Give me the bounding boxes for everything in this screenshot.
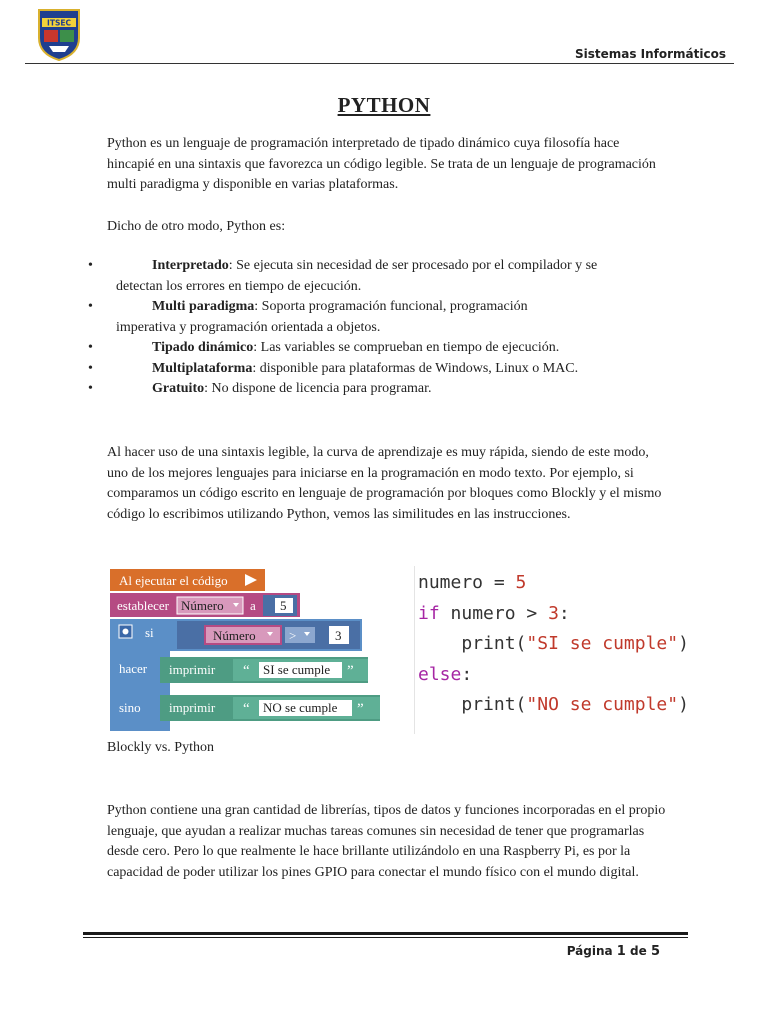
- code-text: print(: [461, 633, 527, 654]
- code-text: numero >: [439, 602, 549, 624]
- code-indent: [418, 633, 461, 654]
- bullet-desc: : No dispone de licencia para programar.: [204, 381, 432, 396]
- footer-rule: [83, 932, 688, 935]
- readability-paragraph: Al hacer uso de una sintaxis legible, la curva de aprendizaje es muy rápida, siendo de este modo, uno de los mejores lenguajes para iniciarse en la programación en modo texto. Por ejemplo, si comparamos un código escrito en lenguaje de programación por bloques como Blockly y el mismo código lo escribimos utilizando Python, vemos las similitudes en las instrucciones.: [107, 445, 662, 522]
- blockly-figure: [107, 565, 397, 733]
- to-label: a: [250, 598, 256, 613]
- compare-value: 3: [335, 628, 342, 643]
- compare-var: Número: [213, 628, 256, 643]
- bullet-cont: detectan los errores en tiempo de ejecución.: [116, 278, 362, 294]
- set-value: 5: [280, 598, 287, 613]
- bullet-term: Multiplataforma: [152, 360, 253, 376]
- code-line: [418, 690, 689, 721]
- python-code-figure: [418, 568, 689, 721]
- code-line: [418, 568, 689, 599]
- header-rule: [25, 63, 734, 64]
- list-item: [88, 256, 668, 297]
- code-line: [418, 599, 689, 630]
- bullet-term: Gratuito: [152, 381, 205, 396]
- bullet-cont: imperativa y programación orientada a objetos.: [116, 319, 381, 335]
- list-item: [88, 297, 668, 338]
- bullet-term: Multi paradigma: [152, 299, 255, 314]
- text-no: NO se cumple: [263, 700, 338, 715]
- page-current: 1: [616, 944, 626, 959]
- code-number: 3: [548, 602, 559, 624]
- code-text: :: [558, 602, 570, 624]
- open-quote: “: [243, 701, 250, 717]
- code-string: "NO se cumple": [526, 694, 679, 715]
- bullet-icon: •: [88, 360, 93, 376]
- bullet-icon: •: [88, 258, 93, 273]
- figure-caption: Blockly vs. Python: [107, 740, 214, 755]
- document-title: PYTHON: [337, 93, 431, 117]
- lead-in-paragraph: Dicho de otro modo, Python es:: [107, 219, 286, 234]
- bullet-term: Interpretado: [152, 258, 229, 273]
- code-line: [418, 660, 689, 691]
- set-label: establecer: [117, 598, 169, 613]
- list-item: [88, 379, 668, 400]
- code-string: "SI se cumple": [526, 633, 679, 654]
- bullet-icon: •: [88, 340, 93, 355]
- code-text: :: [461, 663, 473, 685]
- footer-rule-thin: [83, 937, 688, 938]
- bullet-desc: : Soporta programación funcional, programación: [254, 299, 528, 314]
- list-item: [88, 338, 668, 359]
- features-list: [88, 256, 668, 400]
- operator: >: [289, 628, 297, 643]
- close-quote: ”: [347, 663, 354, 679]
- code-keyword: else: [418, 663, 462, 685]
- else-label: sino: [119, 700, 141, 715]
- list-item: [88, 359, 668, 380]
- code-line: [418, 629, 689, 660]
- run-label: Al ejecutar el código: [119, 573, 228, 588]
- bullet-icon: •: [88, 381, 93, 396]
- code-text: ): [678, 633, 689, 654]
- open-quote: “: [243, 663, 250, 679]
- code-var: numero: [418, 572, 484, 593]
- if-label: si: [145, 625, 154, 640]
- bullet-term: Tipado dinámico: [152, 340, 254, 355]
- school-logo: [35, 8, 83, 62]
- logo-text: ITSEC: [47, 18, 71, 28]
- page-of: de: [630, 944, 647, 958]
- bullet-icon: •: [88, 299, 93, 314]
- close-quote: ”: [357, 701, 364, 717]
- libraries-paragraph: Python contiene una gran cantidad de librerías, tipos de datos y funciones incorporadas en el propio lenguaje, que ayudan a realizar muchas tareas comunes sin necesidad de tener que programarlas desde cero. Pero lo que realmente le hace brillante utilizándolo en una Raspberry Pi, es por la capacidad de poder utilizar los pines GPIO para conectar el mundo físico con el mundo digital.: [107, 803, 666, 880]
- print-label: imprimir: [169, 662, 216, 677]
- intro-paragraph: Python es un lenguaje de programación interpretado de tipado dinámico cuya filosofía hace hincapié en una sintaxis que favorezca un código legible. Se trata de un lenguaje de programación multi paradigma y disponible en varias plataformas.: [107, 136, 656, 192]
- text-yes: SI se cumple: [263, 662, 331, 677]
- bullet-desc: : Se ejecuta sin necesidad de ser procesado por el compilador y se: [228, 258, 598, 273]
- page-total: 5: [650, 944, 660, 959]
- figure-divider: [414, 566, 415, 734]
- code-keyword: if: [418, 602, 440, 624]
- do-label: hacer: [119, 661, 148, 676]
- bullet-desc: : disponible para plataformas de Windows, Linux o MAC.: [252, 360, 579, 376]
- page-number: [567, 944, 660, 959]
- page-label: Página: [566, 944, 613, 958]
- code-op: =: [483, 572, 516, 593]
- code-indent: [418, 694, 461, 715]
- var-name: Número: [181, 598, 224, 613]
- code-text: print(: [461, 694, 527, 715]
- print-label: imprimir: [169, 700, 216, 715]
- code-text: ): [678, 694, 689, 715]
- code-number: 5: [515, 572, 527, 593]
- header-title: Sistemas Informáticos: [574, 47, 726, 61]
- bullet-desc: : Las variables se comprueban en tiempo de ejecución.: [253, 340, 560, 355]
